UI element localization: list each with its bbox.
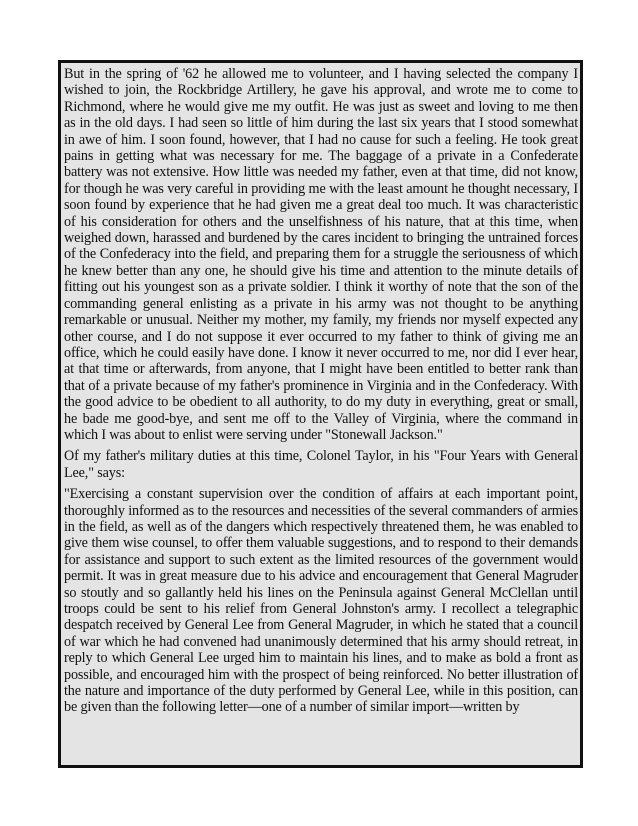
body-text: [61, 63, 580, 716]
paragraph-3: "Exercising a constant supervision over the condition of affairs at each important point, thoroughly informed as to the resources and necessities of the several commanders of armies in the field, as well as of the dangers which respectively threatened them, he was enabled to give them wise counsel, to offer them valuable suggestions, and to respond to their demands for assistance and support to such extent as the limited resources of the government would permit. It was in great measure due to his advice and encouragement that General Magruder so stoutly and so gallantly held his lines on the Peninsula against General McClellan until troops could be sent to his relief from General Johnston's army. I recollect a telegraphic despatch received by General Lee from General Magruder, in which he stated that a council of war which he had convened had unanimously determined that his army should retreat, in reply to which General Lee urged him to maintain his lines, and to make as bold a front as possible, and encouraged him with the prospect of being reinforced. No better illustration of the nature and importance of the duty performed by General Lee, while in this position, can be given than the following letter—one of a number of similar import—written by: [64, 486, 578, 716]
page-frame: [58, 60, 583, 768]
paragraph-1: But in the spring of '62 he allowed me to volunteer, and I having selected the company I wished to join, the Rockbridge Artillery, he gave his approval, and wrote me to come to Richmond, where he would give me my outfit. He was just as sweet and loving to me then as in the old days. I had seen so little of him during the last six years that I stood somewhat in awe of him. I soon found, however, that I had no cause for such a feeling. He took great pains in getting what was necessary for me. The baggage of a private in a Confederate battery was not extensive. How little was needed my father, even at that time, did not know, for though he was very careful in providing me with the least amount he thought necessary, I soon found by experience that he had given me a great deal too much. It was characteristic of his consideration for others and the unselfishness of his nature, that at this time, when weighed down, harassed and burdened by the cares incident to bringing the untrained forces of the Confederacy into the field, and preparing them for a struggle the seriousness of which he knew better than any one, he should give his time and attention to the minute details of fitting out his youngest son as a private soldier. I think it worthy of note that the son of the commanding general enlisting as a private in his army was not thought to be anything remarkable or unusual. Neither my mother, my family, my friends nor myself expected any other course, and I do not suppose it ever occurred to my father to think of giving me an office, which he could easily have done. I know it never occurred to me, nor did I ever hear, at that time or afterwards, from anyone, that I might have been entitled to better rank than that of a private because of my father's prominence in Virginia and in the Confederacy. With the good advice to be obedient to all authority, to do my duty in everything, great or small, he bade me good-bye, and sent me off to the Valley of Virginia, where the command in which I was about to enlist were serving under "Stonewall Jackson.": [64, 66, 578, 443]
paragraph-2: Of my father's military duties at this time, Colonel Taylor, in his "Four Years with General Lee," says:: [64, 448, 578, 481]
